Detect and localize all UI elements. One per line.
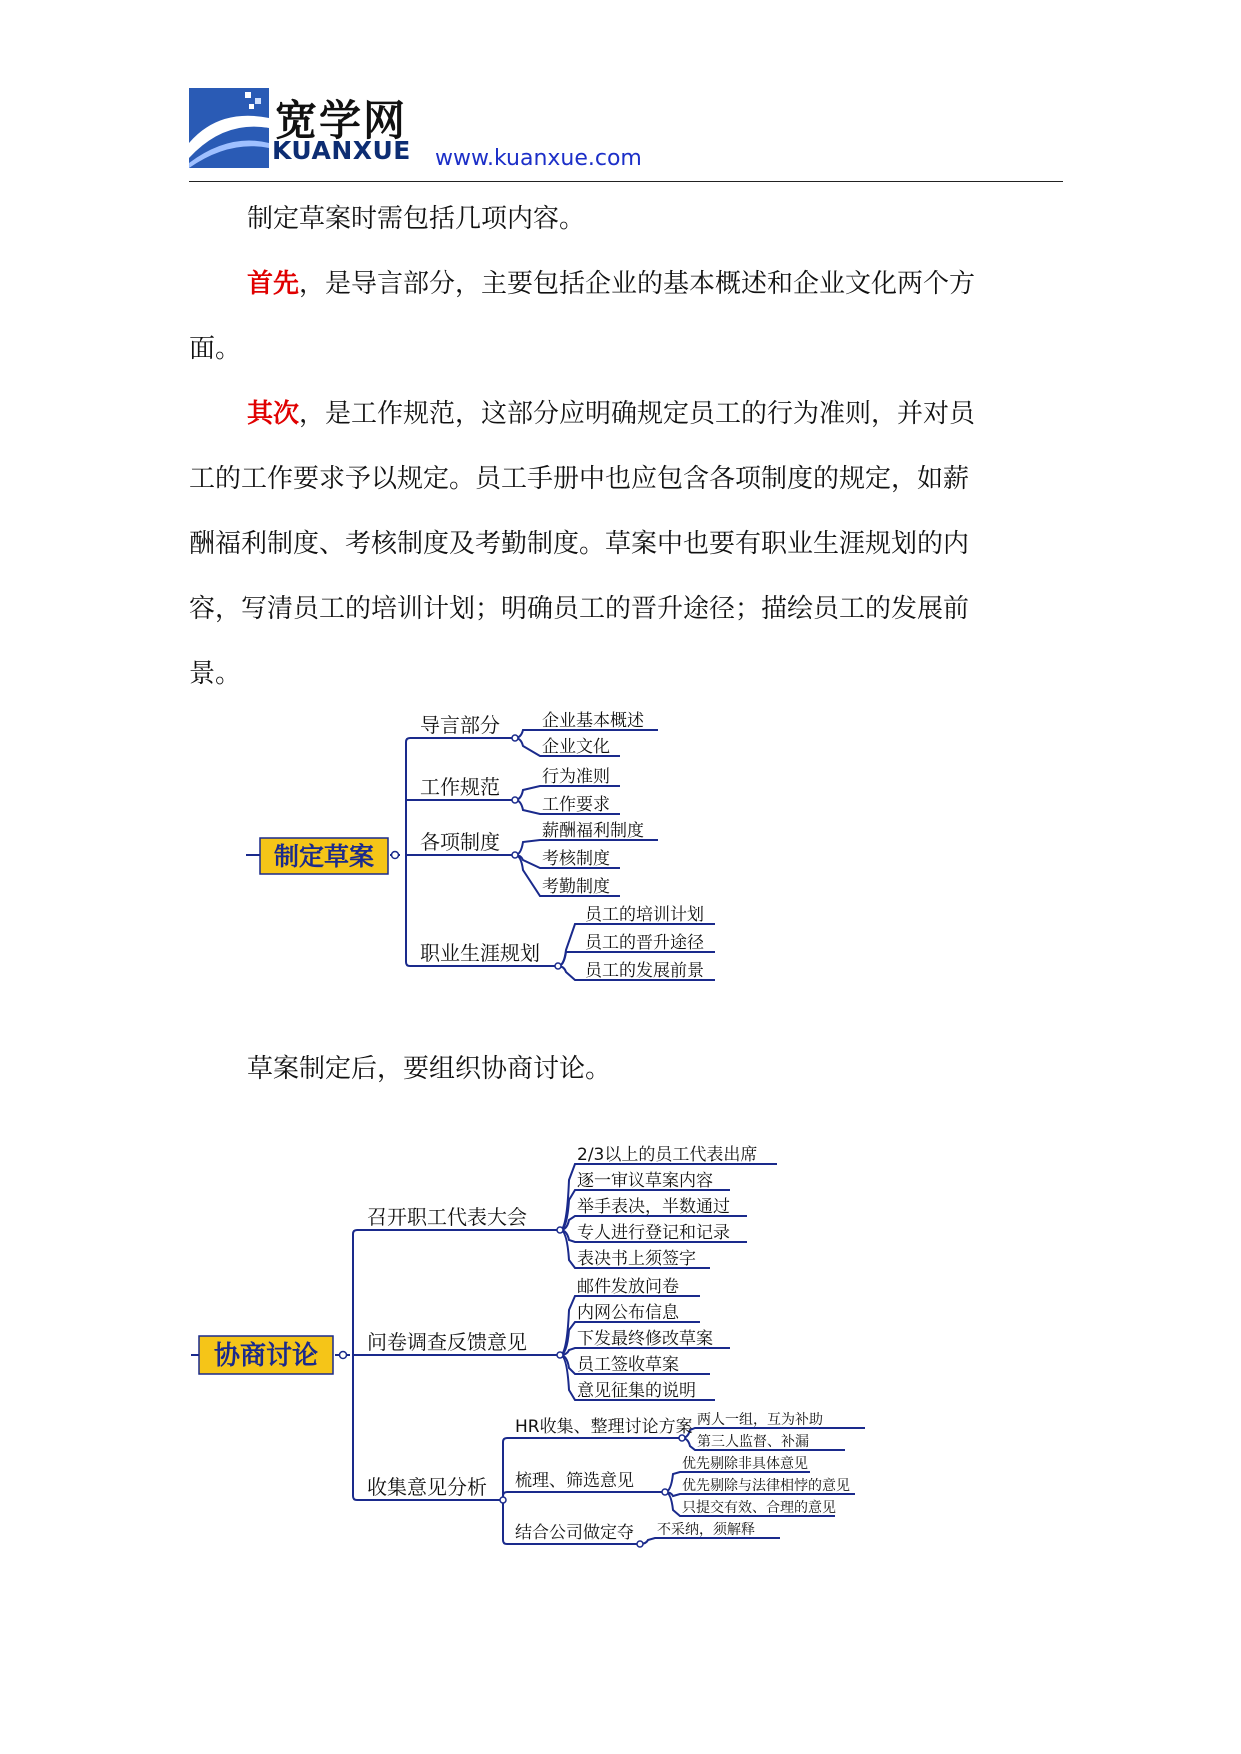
- sub-branch-label: 梳理、筛选意见: [515, 1471, 634, 1491]
- lead-second: 其次: [247, 399, 300, 429]
- leaf-label: 优先剔除与法律相悖的意见: [682, 1478, 850, 1494]
- sub-branch-label: 结合公司做定夺: [515, 1523, 634, 1543]
- mindmap-discussion: [185, 1140, 905, 1580]
- sub-branch-label: HR收集、整理讨论方案: [515, 1417, 693, 1437]
- paragraph-discussion: 草案制定后，要组织协商讨论。: [247, 1054, 612, 1084]
- paragraph-second-line-4: 容，写清员工的培训计划；明确员工的晋升途径；描绘员工的发展前: [189, 594, 970, 624]
- mindmap-draft: [240, 710, 800, 1000]
- paragraph-first-text: ，是导言部分，主要包括企业的基本概述和企业文化两个方: [299, 269, 976, 299]
- leaf-label: 不采纳，须解释: [657, 1522, 755, 1538]
- leaf-label: 员工的发展前景: [585, 961, 704, 981]
- paragraph-second-line-3: 酬福利制度、考核制度及考勤制度。草案中也要有职业生涯规划的内: [189, 529, 970, 559]
- site-url-link[interactable]: www.kuanxue.com: [435, 146, 642, 171]
- leaf-label: 员工的培训计划: [585, 905, 704, 925]
- paragraph-first-line-2: 面。: [189, 334, 242, 364]
- lead-first: 首先: [247, 269, 300, 299]
- branch-label: 工作规范: [420, 775, 500, 799]
- leaf-label: 企业文化: [542, 737, 610, 757]
- branch-label: 问卷调查反馈意见: [367, 1330, 527, 1354]
- leaf-label: 企业基本概述: [542, 711, 644, 731]
- leaf-label: 内网公布信息: [577, 1303, 679, 1323]
- mindmap-root-label: 协商讨论: [213, 1341, 319, 1371]
- brand-chinese-name: 宽学网: [275, 96, 408, 145]
- leaf-label: 两人一组，互为补助: [697, 1412, 823, 1428]
- branch-label: 召开职工代表大会: [367, 1205, 527, 1229]
- leaf-label: 考核制度: [542, 849, 610, 869]
- branch-label: 导言部分: [420, 713, 500, 737]
- leaf-label: 举手表决，半数通过: [577, 1197, 730, 1217]
- paragraph-second-text: ，是工作规范，这部分应明确规定员工的行为准则，并对员: [299, 399, 976, 429]
- leaf-label: 第三人监督、补漏: [697, 1434, 809, 1450]
- leaf-label: 意见征集的说明: [577, 1381, 696, 1401]
- leaf-label: 考勤制度: [542, 877, 610, 897]
- page-header: [189, 88, 1063, 182]
- paragraph-second-line-2: 工的工作要求予以规定。员工手册中也应包含各项制度的规定，如薪: [189, 464, 970, 494]
- leaf-label: 薪酬福利制度: [542, 821, 644, 841]
- branch-label: 职业生涯规划: [420, 941, 540, 965]
- leaf-label: 只提交有效、合理的意见: [682, 1500, 836, 1516]
- leaf-label: 工作要求: [542, 795, 610, 815]
- leaf-label: 2/3以上的员工代表出席: [577, 1145, 758, 1165]
- paragraph-second-line-5: 景。: [189, 659, 242, 689]
- paragraph-intro: 制定草案时需包括几项内容。: [247, 204, 586, 234]
- leaf-label: 行为准则: [542, 767, 610, 787]
- paragraph-first-line: [247, 263, 975, 300]
- leaf-label: 优先剔除非具体意见: [682, 1456, 808, 1472]
- leaf-label: 专人进行登记和记录: [577, 1223, 730, 1243]
- kuanxue-logo-icon: [189, 88, 269, 168]
- mindmap-root-label: 制定草案: [273, 842, 375, 871]
- leaf-label: 逐一审议草案内容: [577, 1171, 713, 1191]
- leaf-label: 员工的晋升途径: [585, 933, 704, 953]
- paragraph-second-line: [247, 393, 975, 430]
- brand-english-name: KUANXUE: [272, 136, 411, 165]
- header-divider: [189, 181, 1063, 182]
- leaf-label: 下发最终修改草案: [577, 1329, 713, 1349]
- branch-label: 各项制度: [420, 830, 500, 854]
- leaf-label: 邮件发放问卷: [577, 1277, 679, 1297]
- branch-label: 收集意见分析: [367, 1475, 487, 1499]
- leaf-label: 表决书上须签字: [577, 1249, 696, 1269]
- leaf-label: 员工签收草案: [577, 1355, 679, 1375]
